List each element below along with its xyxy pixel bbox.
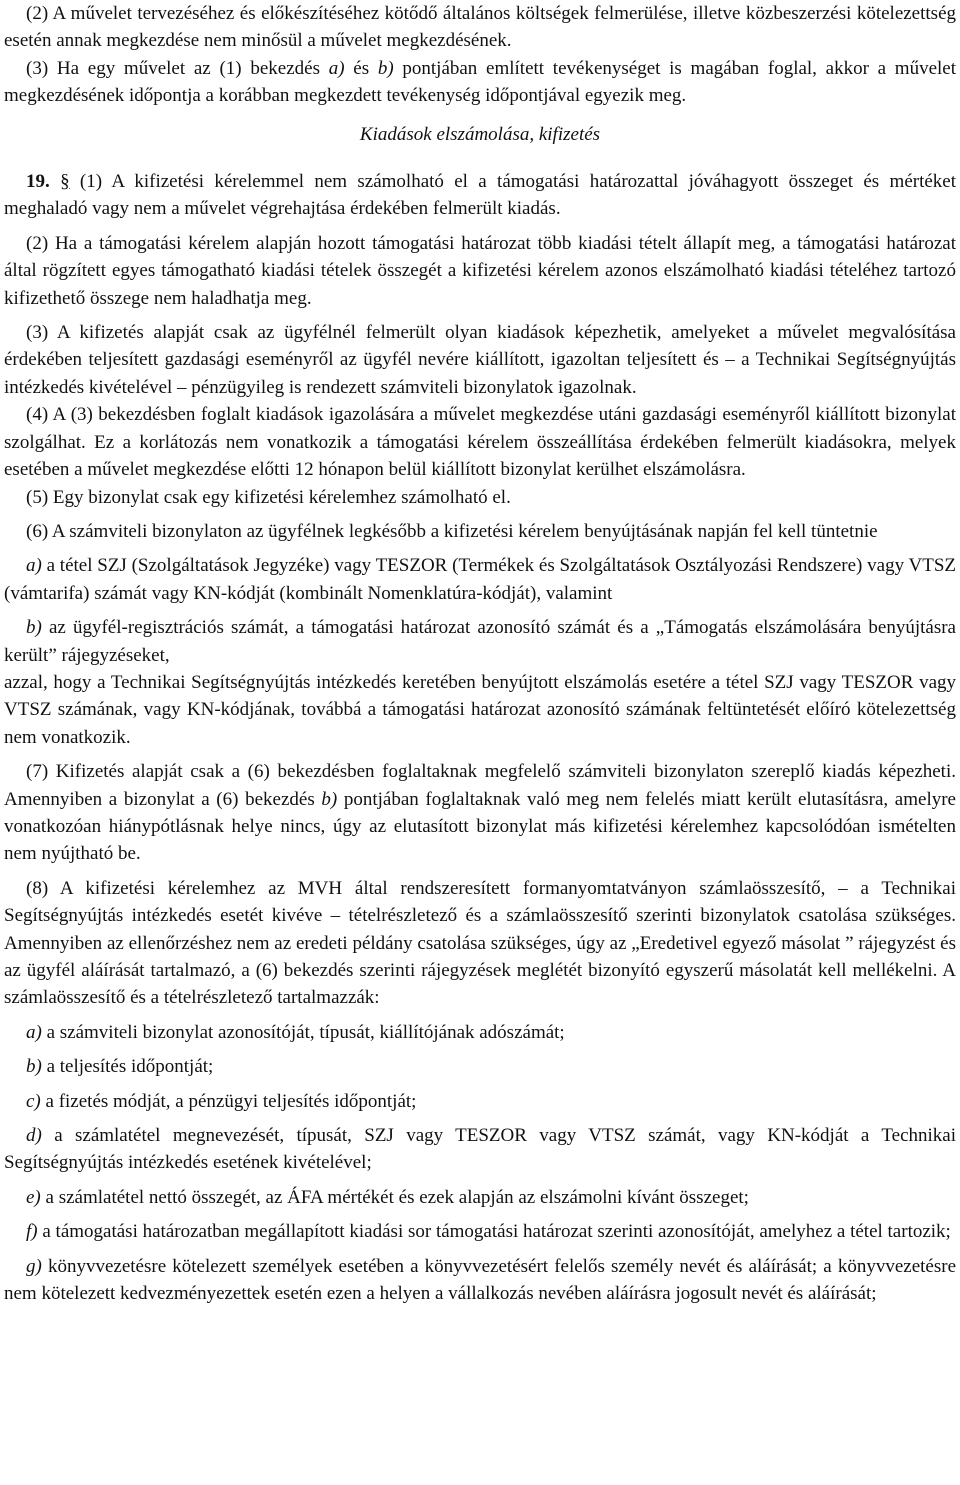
- list-item-b: [4, 1053, 956, 1080]
- section-19-paragraph-7: [4, 758, 956, 868]
- item-text: a számlatétel nettó összegét, az ÁFA mértékét és ezek alapján az elszámolni kívánt összeget;: [40, 1186, 749, 1208]
- item-label: a): [26, 1021, 42, 1043]
- item-label: b): [26, 1056, 42, 1078]
- list-item-d: [4, 1122, 956, 1177]
- item-label: f): [26, 1221, 38, 1243]
- paragraph-start-date: [4, 55, 956, 110]
- section-number: 19.: [26, 171, 50, 193]
- paragraph-7-rest: pontjában foglaltaknak való meg nem felelés miatt került elutasításra, amelyre vonatkozóan hiánypótlásnak helye nincs, úgy az elutasított bizonylat más kifizetési kérelemhez kapcsolódóan ismételten nem nyújtható be.: [4, 788, 956, 865]
- item-text: a számviteli bizonylat azonosítóját, típusát, kiállítójának adószámát;: [41, 1021, 565, 1043]
- section-19-paragraph-3: (3) A kifizetés alapját csak az ügyfélnél felmerült olyan kiadások képezhetik, amelyeket a művelet megvalósítása érdekében teljesített gazdasági eseményről az ügyfél nevére kiállított, igazoltan teljesített és – a Technikai Segítségnyújtás intézkedés kivételével – pénzügyileg is rendezett számviteli bizonylatok igazolnak.: [4, 322, 956, 398]
- item-text: a számlatétel megnevezését, típusát, SZJ vagy TESZOR vagy VTSZ számát, vagy KN-kódját a Technikai Segítségnyújtás intézkedés esetének kivételével;: [4, 1125, 956, 1174]
- point-text: az ügyfél-regisztrációs számát, a támogatási határozat azonosító számát és a „Támogatás elszámolására benyújtásra került” rájegyzéseket,: [4, 617, 956, 666]
- point-ref-b: b): [321, 788, 338, 810]
- section-19-paragraph-6: (6) A számviteli bizonylaton az ügyfélnek legkésőbb a kifizetési kérelem benyújtásának napján fel kell tüntetnie: [26, 520, 878, 542]
- section-19-paragraph-8: (8) A kifizetési kérelemhez az MVH által rendszeresített formanyomtatványon számlaösszesítő, – a Technikai Segítségnyújtás intézkedés esetét kivéve – tételrészletező és a számlaösszesítő szerinti bizonylatok csatolása szükséges. Amennyiben az ellenőrzéshez nem az eredeti példány csatolása szükséges, úgy az „Eredetivel egyező másolat ” rájegyzést és az ügyfél aláírását tartalmazó, a (6) bekezdés szerinti rájegyzések meglétét bizonyító egyszerű másolatát kell mellékelni. A számlaösszesítő és a tételrészletező tartalmazzák:: [4, 877, 956, 1009]
- paragraph-6-closing: azzal, hogy a Technikai Segítségnyújtás intézkedés keretében benyújtott elszámolás esetére a tétel SZJ vagy TESZOR vagy VTSZ számának, vagy KN-kódjának, továbbá a támogatási határozat azonosító számának feltüntetését előíró kötelezettség nem vonatkozik.: [4, 671, 956, 748]
- document-page: [4, 0, 956, 1307]
- paragraph-start-date-conj: és: [344, 57, 378, 79]
- item-label: d): [26, 1125, 42, 1147]
- paragraph-6-point-b: [4, 614, 956, 669]
- paragraph-6-point-a: [4, 552, 956, 607]
- list-item-f: [4, 1218, 956, 1245]
- paragraph-7-text: (7) Kifizetés alapját csak a (6) bekezdésben foglaltaknak megfelelő számviteli bizonylaton szereplő kiadás képezheti. Amennyiben a bizonylat a (6) bekezdés: [4, 761, 956, 810]
- point-label: b): [26, 617, 42, 639]
- point-label: a): [26, 555, 42, 577]
- point-text: a tétel SZJ (Szolgáltatások Jegyzéke) vagy TESZOR (Termékek és Szolgáltatások Osztályozási Rendszere) vagy VTSZ (vámtarifa) számát vagy KN-kódját (kombinált Nomenklatúra-kódját), valamint: [4, 555, 956, 604]
- item-text: a teljesítés időpontját;: [41, 1056, 214, 1078]
- paragraph-start-date-text: (3) Ha egy művelet az (1) bekezdés: [26, 57, 329, 79]
- paragraph-general-costs: (2) A művelet tervezéséhez és előkészítéséhez kötődő általános költségek felmerülése, illetve közbeszerzési kötelezettség esetén annak megkezdése nem minősül a művelet megkezdésének.: [4, 3, 956, 52]
- list-item-g: [4, 1253, 956, 1308]
- item-label: e): [26, 1186, 41, 1208]
- point-ref-a: a): [328, 57, 345, 79]
- section-19-paragraph-1-text: (1) A kifizetési kérelemmel nem számolható el a támogatási határozattal jóváhagyott összeget és mértéket meghaladó vagy nem a művelet végrehajtása érdekében felmerült kiadás.: [4, 171, 956, 220]
- item-label: c): [26, 1090, 41, 1112]
- section-19-paragraph-1: [4, 168, 956, 223]
- section-heading: Kiadások elszámolása, kifizetés: [359, 123, 601, 145]
- list-item-c: [4, 1088, 956, 1115]
- section-19-paragraph-5: (5) Egy bizonylat csak egy kifizetési kérelemhez számolható el.: [26, 486, 511, 508]
- item-text: könyvvezetésre kötelezett személyek esetében a könyvvezetésért felelős személy nevét és aláírását; a könyvvezetésre nem kötelezett kedvezményezettek esetén ezen a helyen a vállalkozás nevében aláírásra jogosult nevét és aláírását;: [4, 1255, 956, 1305]
- item-text: a fizetés módját, a pénzügyi teljesítés időpontját;: [40, 1090, 417, 1112]
- paragraph-start-date-rest: pontjában említett tevékenységet is magában foglal, akkor a művelet megkezdésének időpontja a korábban megkezdett tevékenység időpontjával egyezik meg.: [4, 57, 957, 107]
- item-label: g): [26, 1255, 42, 1277]
- section-19-paragraph-4: (4) A (3) bekezdésben foglalt kiadások igazolására a művelet megkezdése utáni gazdasági eseményről kiállított bizonylat szolgálhat. Ez a korlátozás nem vonatkozik a támogatási kérelem összeállítása érdekében felmerült kiadásokra, melyek esetében a művelet megkezdése előtti 12 hónapon belül kiállított bizonylat kerülhet elszámolásra.: [4, 404, 956, 481]
- list-item-e: [4, 1184, 956, 1211]
- section-19-paragraph-2: (2) Ha a támogatási kérelem alapján hozott támogatási határozat több kiadási tételt állapít meg, a támogatási határozat által rögzített egyes támogatható kiadási tételek összegét a kifizetési kérelem azonos elszámolható kiadási tételéhez tartozó kifizethető összege nem haladhatja meg.: [4, 232, 956, 309]
- section-sign-link[interactable]: §: [60, 171, 70, 193]
- item-text: a támogatási határozatban megállapított kiadási sor támogatási határozat szerinti azonosítóját, amelyhez a tétel tartozik;: [37, 1221, 951, 1243]
- point-ref-b: b): [377, 57, 394, 79]
- list-item-a: [4, 1019, 956, 1046]
